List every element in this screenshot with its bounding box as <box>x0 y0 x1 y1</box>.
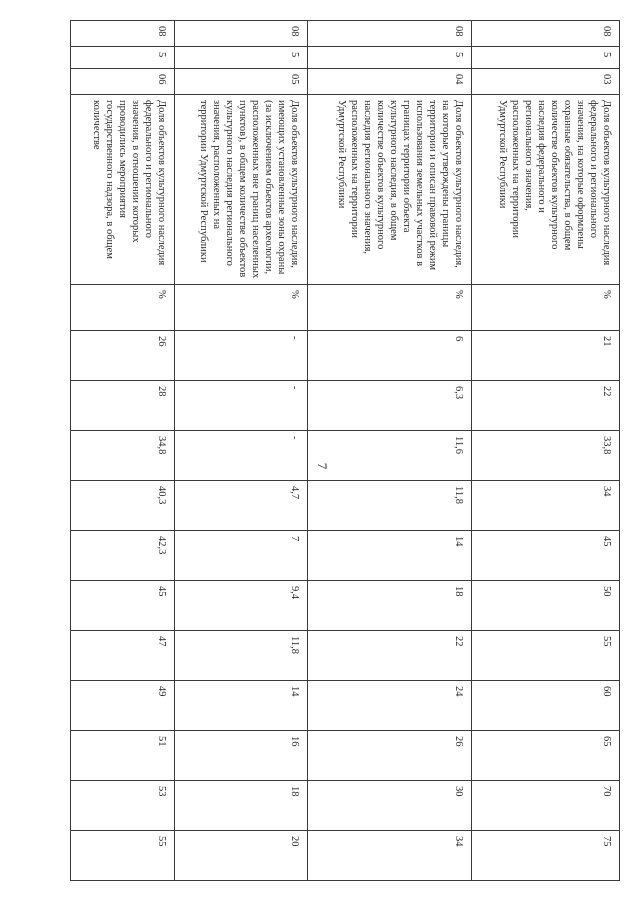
code-column-2: 5 <box>308 47 471 69</box>
year-value-cell: 11,6 <box>308 431 471 481</box>
year-value-cell: 49 <box>71 681 175 731</box>
year-value-cell: 28 <box>71 381 175 431</box>
table-row <box>71 21 175 881</box>
year-value-cell: 34 <box>471 481 619 531</box>
year-value-cell: 22 <box>308 631 471 681</box>
year-value-cell: 34,8 <box>71 431 175 481</box>
code-column-2: 5 <box>71 47 175 69</box>
year-value-cell: 16 <box>174 731 308 781</box>
year-value-cell: 22 <box>471 381 619 431</box>
year-value-cell: 40,3 <box>71 481 175 531</box>
unit-cell: % <box>471 285 619 331</box>
year-value-cell: 4,7 <box>174 481 308 531</box>
year-value-cell: 55 <box>71 831 175 881</box>
indicator-description: Доля объектов культурного наследия, на которые утверждены границы территории и описан правовой режим использования земельных участков в границах территории объекта культурного наследия, в общем количестве объектов культурного наследия регионального значения, расположенных на территории Удмуртской Республики <box>308 95 471 285</box>
year-value-cell: 26 <box>71 331 175 381</box>
code-column-1: 08 <box>71 21 175 47</box>
year-value-cell: 53 <box>71 781 175 831</box>
indicator-description: Доля объектов культурного наследия, имеющих установленные зоны охраны (за исключением объектов археологии, расположенных вне границ населенных пунктов), в общем количестве объектов культурного наследия регионального значения, расположенных на территории Удмуртской Республики <box>174 95 308 285</box>
code-column-2: 5 <box>174 47 308 69</box>
year-value-cell: 70 <box>471 781 619 831</box>
year-value-cell: 11,8 <box>308 481 471 531</box>
year-value-cell: 75 <box>471 831 619 881</box>
year-value-cell: 50 <box>471 581 619 631</box>
year-value-cell: 42,3 <box>71 531 175 581</box>
indicator-description: Доля объектов культурного наследия федерального и регионального значения, на которые оформлены охранные обязательства, в общем количестве объектов культурного наследия федерального и регионального значения, расположенных на территории Удмуртской Республики <box>471 95 619 285</box>
year-value-cell: 24 <box>308 681 471 731</box>
code-column-3: 06 <box>71 69 175 95</box>
year-value-cell: 11,8 <box>174 631 308 681</box>
code-column-3: 04 <box>308 69 471 95</box>
unit-cell: % <box>71 285 175 331</box>
indicators-table-rotated <box>70 20 620 880</box>
year-value-cell: 33,8 <box>471 431 619 481</box>
page-number: 7 <box>315 462 330 470</box>
year-value-cell: 45 <box>71 581 175 631</box>
year-value-cell: 14 <box>174 681 308 731</box>
unit-cell: % <box>308 285 471 331</box>
year-value-cell: 51 <box>71 731 175 781</box>
year-value-cell: 7 <box>174 531 308 581</box>
code-column-1: 08 <box>308 21 471 47</box>
year-value-cell: 47 <box>71 631 175 681</box>
year-value-cell: 45 <box>471 531 619 581</box>
indicators-table <box>70 20 620 881</box>
year-value-cell: 26 <box>308 731 471 781</box>
year-value-cell: 55 <box>471 631 619 681</box>
year-value-cell: 30 <box>308 781 471 831</box>
year-value-cell: - <box>174 431 308 481</box>
table-row <box>174 21 308 881</box>
indicator-description: Доля объектов культурного наследия федерального и регионального значения, в отношении которых проводились мероприятия государственного надзора, в общем количестве <box>71 95 175 285</box>
code-column-3: 03 <box>471 69 619 95</box>
year-value-cell: 6 <box>308 331 471 381</box>
code-column-1: 08 <box>471 21 619 47</box>
table-row <box>471 21 619 881</box>
year-value-cell: 21 <box>471 331 619 381</box>
year-value-cell: 18 <box>174 781 308 831</box>
year-value-cell: 18 <box>308 581 471 631</box>
unit-cell: % <box>174 285 308 331</box>
code-column-1: 08 <box>174 21 308 47</box>
table-row <box>308 21 471 881</box>
year-value-cell: 34 <box>308 831 471 881</box>
code-column-3: 05 <box>174 69 308 95</box>
year-value-cell: 65 <box>471 731 619 781</box>
year-value-cell: 6,3 <box>308 381 471 431</box>
year-value-cell: - <box>174 331 308 381</box>
year-value-cell: - <box>174 381 308 431</box>
year-value-cell: 60 <box>471 681 619 731</box>
year-value-cell: 20 <box>174 831 308 881</box>
year-value-cell: 14 <box>308 531 471 581</box>
year-value-cell: 9,4 <box>174 581 308 631</box>
code-column-2: 5 <box>471 47 619 69</box>
